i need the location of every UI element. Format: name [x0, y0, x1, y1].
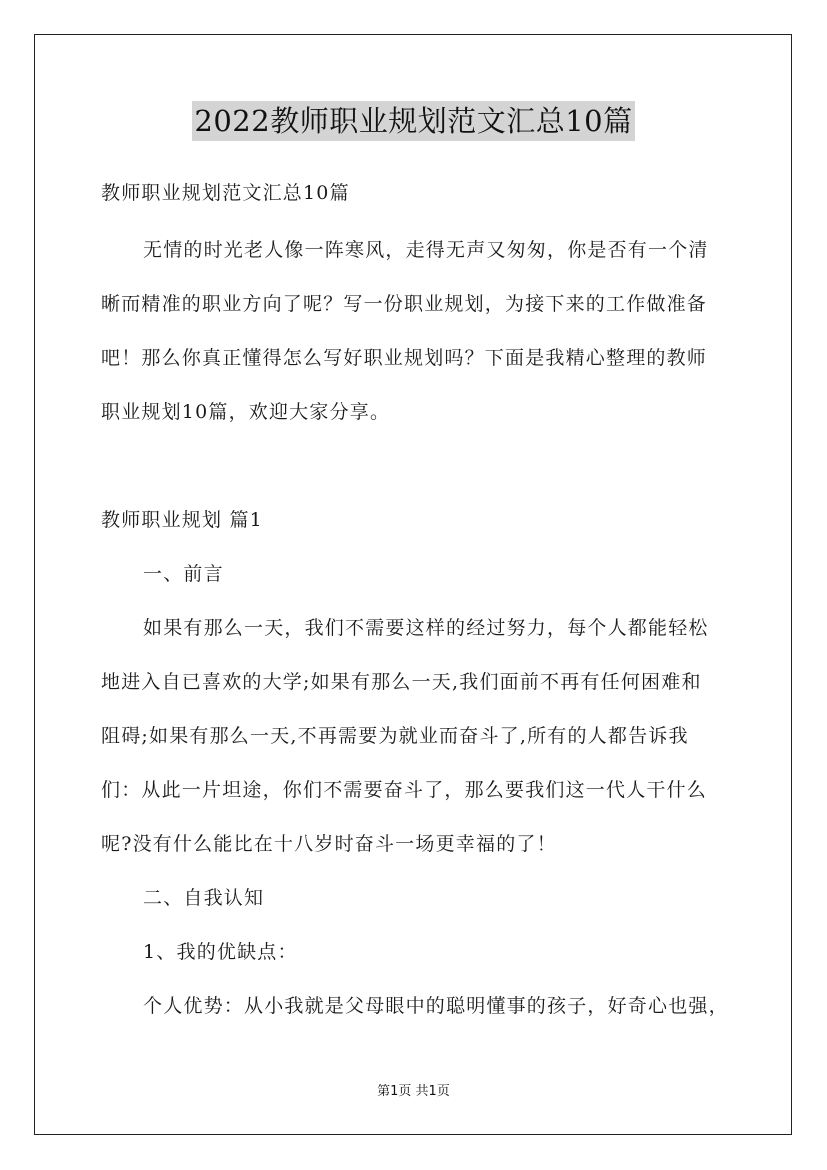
preface-line: 如果有那么一天，我们不需要这样的经过努力，每个人都能轻松: [143, 617, 709, 639]
intro-line: 吧！那么你真正懂得怎么写好职业规划吗？下面是我精心整理的教师: [101, 347, 708, 369]
body-line: 个人优势：从小我就是父母眼中的聪明懂事的孩子，好奇心也强，: [143, 995, 729, 1017]
preface-heading: 一、前言: [143, 563, 224, 585]
self-heading: 二、自我认知: [143, 887, 265, 909]
page-footer: 第1页 共1页: [377, 1084, 450, 1099]
preface-line: 地进入自已喜欢的大学;如果有那么一天,我们面前不再有任何困难和: [101, 671, 702, 693]
preface-line: 阻碍;如果有那么一天,不再需要为就业而奋斗了,所有的人都告诉我: [101, 725, 689, 747]
document-subtitle: 教师职业规划范文汇总10篇: [101, 182, 350, 204]
sub-heading: 1、我的优缺点：: [143, 941, 298, 963]
intro-line: 无情的时光老人像一阵寒风，走得无声又匆匆，你是否有一个清: [143, 239, 709, 261]
document-title: 2022教师职业规划范文汇总10篇: [192, 101, 634, 141]
title-wrap: [0, 101, 827, 141]
preface-line: 们：从此一片坦途，你们不需要奋斗了，那么要我们这一代人干什么: [101, 779, 708, 801]
intro-line: 职业规划10篇，欢迎大家分享。: [101, 401, 391, 423]
intro-line: 晰而精准的职业方向了呢？写一份职业规划，为接下来的工作做准备: [101, 293, 708, 315]
section-heading: 教师职业规划 篇1: [101, 509, 263, 531]
preface-line: 呢?没有什么能比在十八岁时奋斗一场更幸福的了！: [101, 833, 557, 855]
